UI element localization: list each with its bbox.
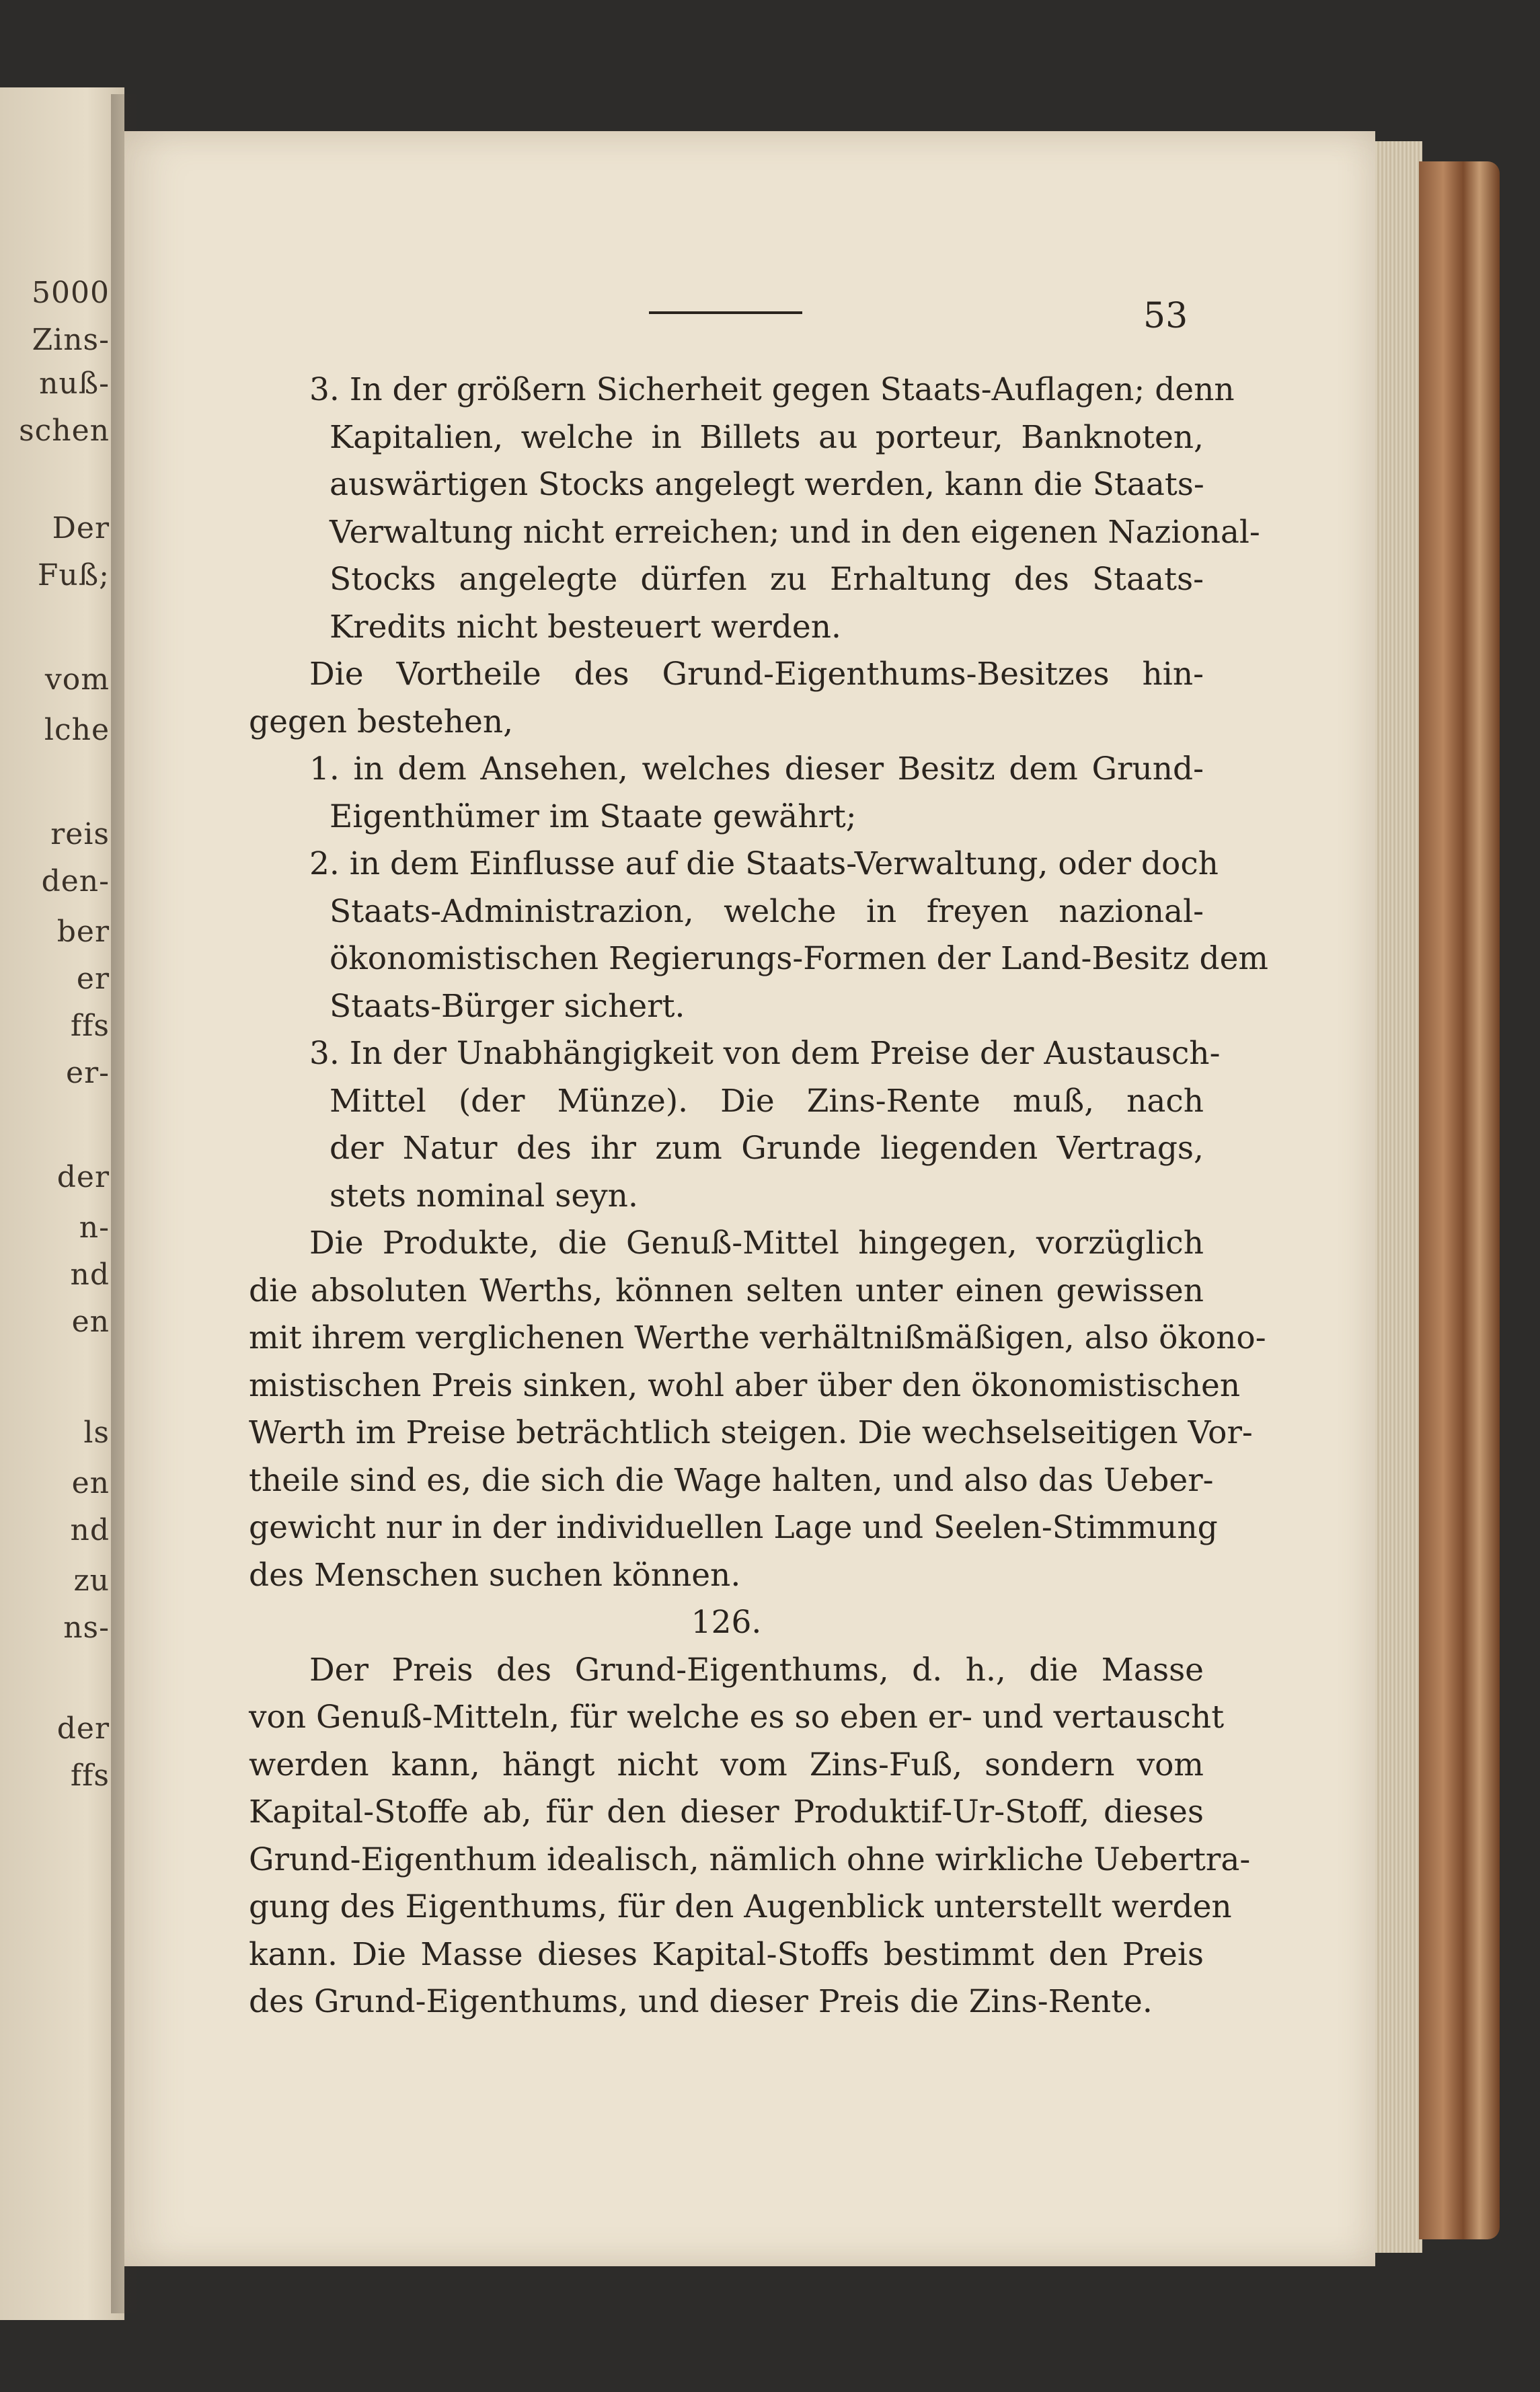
left-page-text: ns- xyxy=(63,1611,110,1645)
left-page-text: der xyxy=(56,1160,110,1194)
text-line: 1. in dem Ansehen, welches dieser Besitz dem Grund- xyxy=(309,750,1204,787)
text-line: Staats-Bürger sichert. xyxy=(330,987,685,1025)
left-page-text: nd xyxy=(70,1513,110,1547)
text-line: des Grund-Eigenthums, und dieser Preis die Zins-Rente. xyxy=(249,1983,1153,2020)
text-line: gung des Eigenthums, für den Augenblick unterstellt werden xyxy=(249,1888,1232,1925)
text-line: Grund-Eigenthum idealisch, nämlich ohne wirkliche Uebertra- xyxy=(249,1841,1251,1878)
text-line: werden kann, hängt nicht vom Zins-Fuß, sondern vom xyxy=(249,1746,1204,1783)
text-line: Die Vortheile des Grund-Eigenthums-Besitzes hin- xyxy=(309,656,1204,693)
left-page-text: nuß- xyxy=(39,366,110,401)
left-page-text: Fuß; xyxy=(37,558,110,592)
left-page-text: 5000 xyxy=(32,276,110,310)
header-rule xyxy=(649,311,802,314)
text-line: Werth im Preise beträchtlich steigen. Die wechselseitigen Vor- xyxy=(249,1414,1253,1451)
left-page-text: er- xyxy=(66,1056,110,1090)
text-line: Staats-Administrazion, welche in freyen nazional- xyxy=(330,892,1204,930)
book-cover-edge xyxy=(1419,161,1500,2239)
text-line: Kapital-Stoffe ab, für den dieser Produktif-Ur-Stoff, dieses xyxy=(249,1793,1204,1830)
text-line: Mittel (der Münze). Die Zins-Rente muß, nach xyxy=(330,1082,1204,1120)
text-line: gegen bestehen, xyxy=(249,703,514,740)
left-page-text: en xyxy=(71,1305,110,1339)
left-page-text: n- xyxy=(79,1210,110,1245)
text-line: theile sind es, die sich die Wage halten, und also das Ueber- xyxy=(249,1461,1214,1499)
left-page-text: den- xyxy=(41,864,110,898)
left-page-text: Zins- xyxy=(32,323,110,357)
left-page-text: zu xyxy=(73,1564,110,1598)
text-line: Der Preis des Grund-Eigenthums, d. h., die Masse xyxy=(309,1651,1204,1689)
left-page-text: ffs xyxy=(70,1009,110,1043)
left-page-text: en xyxy=(71,1466,110,1500)
text-line: mistischen Preis sinken, wohl aber über den ökonomistischen xyxy=(249,1366,1241,1404)
text-line: kann. Die Masse dieses Kapital-Stoffs bestimmt den Preis xyxy=(249,1935,1204,1973)
left-page-text: ffs xyxy=(70,1759,110,1793)
page-number: 53 xyxy=(1143,296,1188,336)
text-line: 3. In der größern Sicherheit gegen Staats-Auflagen; denn xyxy=(309,371,1235,408)
left-page-text: ber xyxy=(56,915,110,949)
text-line: des Menschen suchen können. xyxy=(249,1556,741,1594)
text-line: von Genuß-Mitteln, für welche es so eben er- und vertauscht xyxy=(249,1699,1225,1736)
left-page-fragment xyxy=(0,87,124,2320)
text-line: Die Produkte, die Genuß-Mittel hingegen, vorzüglich xyxy=(309,1225,1204,1262)
left-page-text: ls xyxy=(83,1416,110,1450)
text-line: Kapitalien, welche in Billets au porteur, Banknoten, xyxy=(330,418,1204,456)
page-text xyxy=(249,366,1268,2026)
text-line: mit ihrem verglichenen Werthe verhältnißmäßigen, also ökono- xyxy=(249,1319,1266,1356)
text-line: Verwaltung nicht erreichen; und in den eigenen Nazional- xyxy=(330,513,1260,551)
text-line: 3. In der Unabhängigkeit von dem Preise der Austausch- xyxy=(309,1035,1221,1072)
text-line: die absoluten Werths, können selten unter einen gewissen xyxy=(249,1272,1204,1309)
text-line: Eigenthümer im Staate gewährt; xyxy=(330,798,857,835)
text-line: Kredits nicht besteuert werden. xyxy=(330,608,841,646)
text-line: 2. in dem Einflusse auf die Staats-Verwaltung, oder doch xyxy=(309,845,1219,882)
left-page-text: vom xyxy=(44,662,110,697)
text-line: gewicht nur in der individuellen Lage und Seelen-Stimmung xyxy=(249,1509,1218,1546)
left-page-text: reis xyxy=(50,817,110,851)
text-line: auswärtigen Stocks angelegt werden, kann die Staats- xyxy=(330,466,1204,503)
section-heading: 126. xyxy=(691,1604,762,1641)
page-edges xyxy=(1375,141,1422,2253)
left-page-text: schen xyxy=(19,414,110,448)
text-line: der Natur des ihr zum Grunde liegenden Vertrags, xyxy=(330,1130,1204,1167)
left-page-text: er xyxy=(76,962,110,996)
left-page-text: Der xyxy=(52,511,110,545)
text-line: stets nominal seyn. xyxy=(330,1177,638,1214)
left-page-text: nd xyxy=(70,1258,110,1292)
text-line: ökonomistischen Regierungs-Formen der Land-Besitz dem xyxy=(330,940,1268,977)
text-line: Stocks angelegte dürfen zu Erhaltung des Staats- xyxy=(330,561,1204,598)
left-page-text: lche xyxy=(44,713,110,747)
left-page-text: der xyxy=(56,1711,110,1746)
